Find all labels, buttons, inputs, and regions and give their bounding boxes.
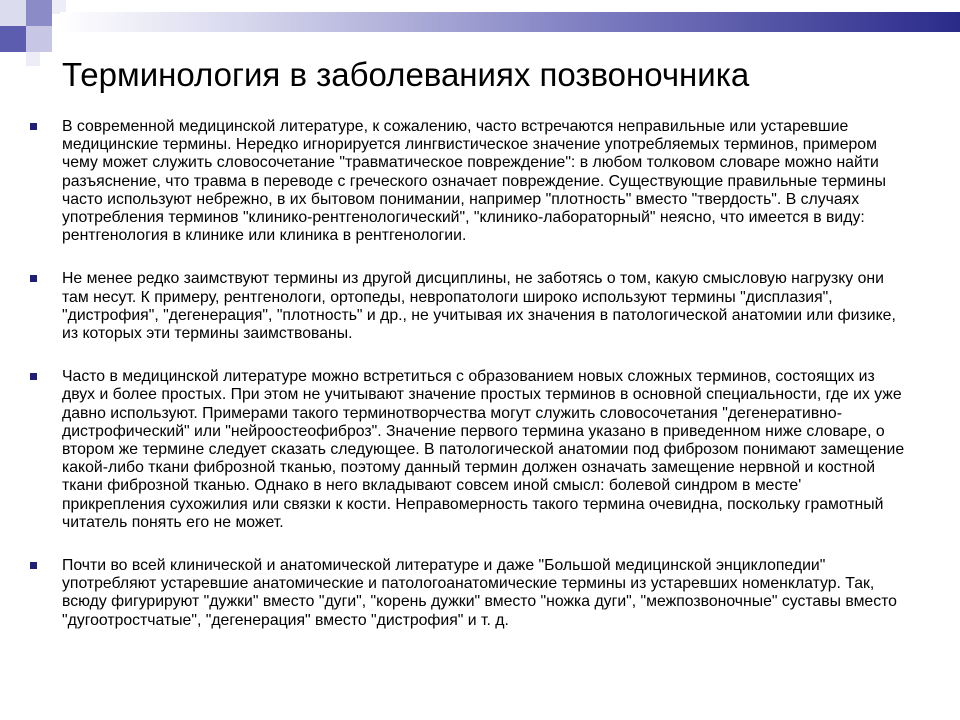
bullet-item	[28, 270, 908, 343]
decor-square	[26, 0, 52, 26]
decor-square	[26, 52, 40, 66]
decor-square	[0, 0, 26, 26]
header-gradient-band	[60, 12, 960, 32]
bullet-list	[28, 118, 908, 655]
square-bullet-icon	[30, 123, 37, 130]
bullet-text: Почти во всей клинической и анатомической литературе и даже "Большой медицинской энциклопедии" употребляют устаревшие анатомические и патологоанатомические термины из устаревших номенклатур. Так, всюду фигурируют "дужки" вместо "дуги", "корень дужки" вместо "ножка дуги", "межпозвоночные" суставы вместо "дугоотростчатые", "дегенерация" вместо "дистрофия" и т. д.	[62, 557, 897, 629]
bullet-text: Не менее редко заимствуют термины из другой дисциплины, не заботясь о том, какую смысловую нагрузку они там несут. К примеру, рентгенологи, ортопеды, невропатологи широко используют термины "дисплазия", "дистрофия", "дегенерация", "плотность" и др., не учитывая их значения в патологической анатомии или физике, из которых эти термины заимствованы.	[62, 270, 896, 343]
decor-square	[26, 26, 52, 52]
decor-square	[0, 26, 26, 52]
square-bullet-icon	[30, 373, 37, 380]
slide-title: Терминология в заболеваниях позвоночника	[62, 56, 750, 93]
bullet-item	[28, 118, 908, 245]
bullet-text: В современной медицинской литературе, к сожалению, часто встречаются неправильные или устаревшие медицинские термины. Нередко игнорируется лингвистическое значение употребляемых терминов, примером чему может служить словосочетание "травматическое повреждение": в любом толковом словаре можно найти разъяснение, что травма в переводе с греческого означает повреждение. Существующие правильные термины часто используют небрежно, в их бытовом понимании, например "плотность" вместо "твердость". В случаях употребления терминов "клинико-рентгенологический", "клинико-лабораторный" неясно, что имеется в виду: рентгенология в клинике или клиника в рентгенологии.	[62, 118, 886, 245]
square-bullet-icon	[30, 275, 37, 282]
bullet-item	[28, 368, 908, 532]
square-bullet-icon	[30, 562, 37, 569]
bullet-item	[28, 557, 908, 630]
bullet-text: Часто в медицинской литературе можно встретиться с образованием новых сложных терминов, состоящих из двух и более простых. При этом не учитывают значение простых терминов в основной специальности, где их уже давно используют. Примерами такого терминотворчества могут служить словосочетания "дегенеративно-дистрофический" или "нейроостеофиброз". Значение первого термина указано в приведенном ниже словаре, о втором же термине следует сказать следующее. В патологической анатомии под фиброзом понимают замещение какой-либо ткани фиброзной тканью, поэтому данный термин должен означать замещение нервной и костной ткани фиброзной тканью. Однако в него вкладывают совсем иной смысл: болевой синдром в месте' прикрепления сухожилия или связки к кости. Неправомерность такого термина очевидна, поскольку грамотный читатель понять его не может.	[62, 368, 905, 531]
